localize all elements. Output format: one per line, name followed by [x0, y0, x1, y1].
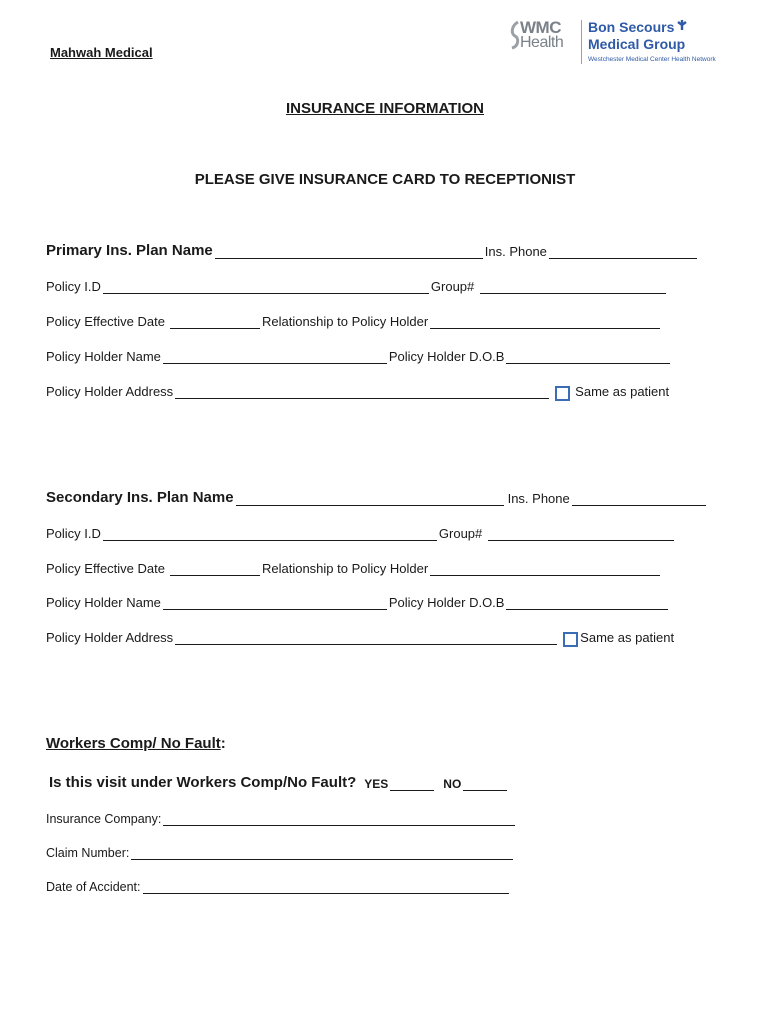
- primary-holder-name-field[interactable]: [163, 351, 387, 364]
- yes-field[interactable]: [390, 778, 434, 791]
- cross-icon: [676, 19, 688, 31]
- date-of-accident-row: [46, 880, 511, 894]
- primary-effective-field[interactable]: [170, 316, 260, 329]
- claim-number-label: Claim Number:: [46, 846, 130, 860]
- primary-phone-label: Ins. Phone: [484, 244, 547, 259]
- date-of-accident-label: Date of Accident:: [46, 880, 141, 894]
- primary-relationship-label: Relationship to Policy Holder: [261, 314, 429, 329]
- secondary-same-label: Same as patient: [580, 630, 675, 645]
- claim-number-row: [46, 846, 515, 860]
- insurance-company-row: [46, 812, 517, 826]
- primary-same-label: Same as patient: [575, 384, 670, 399]
- logo-bon-secours: Bon Secours: [588, 19, 688, 35]
- secondary-phone-label: Ins. Phone: [507, 491, 570, 506]
- secondary-effective-field[interactable]: [170, 563, 260, 576]
- secondary-plan-field[interactable]: [236, 493, 504, 506]
- secondary-policy-id-label: Policy I.D: [46, 526, 101, 541]
- primary-phone-field[interactable]: [549, 246, 697, 259]
- clinic-name: Mahwah Medical: [50, 45, 153, 60]
- logo-divider: [581, 20, 582, 64]
- primary-address-field[interactable]: [175, 386, 549, 399]
- primary-relationship-field[interactable]: [430, 316, 660, 329]
- logo-medical-group: Medical Group: [588, 36, 686, 52]
- secondary-address-field[interactable]: [175, 632, 557, 645]
- primary-holder-dob-label: Policy Holder D.O.B: [388, 349, 505, 364]
- secondary-address-label: Policy Holder Address: [46, 630, 174, 645]
- secondary-policy-id-field[interactable]: [103, 528, 437, 541]
- secondary-address-row: [46, 630, 674, 645]
- insurance-company-field[interactable]: [163, 813, 515, 826]
- logo-health: Health: [520, 34, 564, 51]
- primary-effective-row: [46, 314, 662, 329]
- primary-plan-label: Primary Ins. Plan Name: [46, 242, 213, 259]
- secondary-holder-dob-field[interactable]: [506, 597, 668, 610]
- workers-comp-question-row: [49, 774, 509, 791]
- primary-effective-label: Policy Effective Date: [46, 314, 165, 329]
- secondary-holder-row: [46, 595, 670, 610]
- insurance-company-label: Insurance Company:: [46, 812, 162, 826]
- primary-group-label: Group#: [430, 279, 475, 294]
- primary-policy-id-field[interactable]: [103, 281, 429, 294]
- secondary-group-label: Group#: [438, 526, 483, 541]
- page-subtitle: PLEASE GIVE INSURANCE CARD TO RECEPTIONIST: [194, 171, 576, 188]
- page-title: INSURANCE INFORMATION: [285, 100, 485, 117]
- primary-plan-row: [46, 242, 699, 259]
- secondary-effective-label: Policy Effective Date: [46, 561, 165, 576]
- workers-comp-question: Is this visit under Workers Comp/No Fault?: [49, 774, 357, 791]
- no-field[interactable]: [463, 778, 507, 791]
- no-label: NO: [443, 777, 462, 791]
- primary-holder-row: [46, 349, 672, 364]
- date-of-accident-field[interactable]: [143, 881, 509, 894]
- secondary-holder-name-label: Policy Holder Name: [46, 595, 161, 610]
- secondary-same-checkbox[interactable]: [563, 632, 578, 647]
- logo: [508, 18, 718, 68]
- primary-plan-field[interactable]: [215, 246, 483, 259]
- claim-number-field[interactable]: [131, 847, 513, 860]
- secondary-relationship-field[interactable]: [430, 563, 660, 576]
- primary-same-checkbox[interactable]: [555, 386, 570, 401]
- secondary-relationship-label: Relationship to Policy Holder: [261, 561, 429, 576]
- primary-address-label: Policy Holder Address: [46, 384, 174, 399]
- primary-holder-name-label: Policy Holder Name: [46, 349, 161, 364]
- logo-network: Westchester Medical Center Health Network: [588, 56, 716, 63]
- secondary-holder-dob-label: Policy Holder D.O.B: [388, 595, 505, 610]
- yes-label: YES: [364, 777, 389, 791]
- primary-group-field[interactable]: [480, 281, 666, 294]
- secondary-holder-name-field[interactable]: [163, 597, 387, 610]
- workers-comp-heading: Workers Comp/ No Fault:: [46, 735, 226, 752]
- primary-policy-id-label: Policy I.D: [46, 279, 101, 294]
- secondary-effective-row: [46, 561, 662, 576]
- primary-policy-row: [46, 279, 668, 294]
- logo-wmc: WMC: [520, 18, 561, 37]
- secondary-phone-field[interactable]: [572, 493, 706, 506]
- secondary-plan-label: Secondary Ins. Plan Name: [46, 489, 234, 506]
- secondary-policy-row: [46, 526, 676, 541]
- secondary-plan-row: [46, 489, 708, 506]
- secondary-group-field[interactable]: [488, 528, 674, 541]
- primary-holder-dob-field[interactable]: [506, 351, 670, 364]
- primary-address-row: [46, 384, 669, 399]
